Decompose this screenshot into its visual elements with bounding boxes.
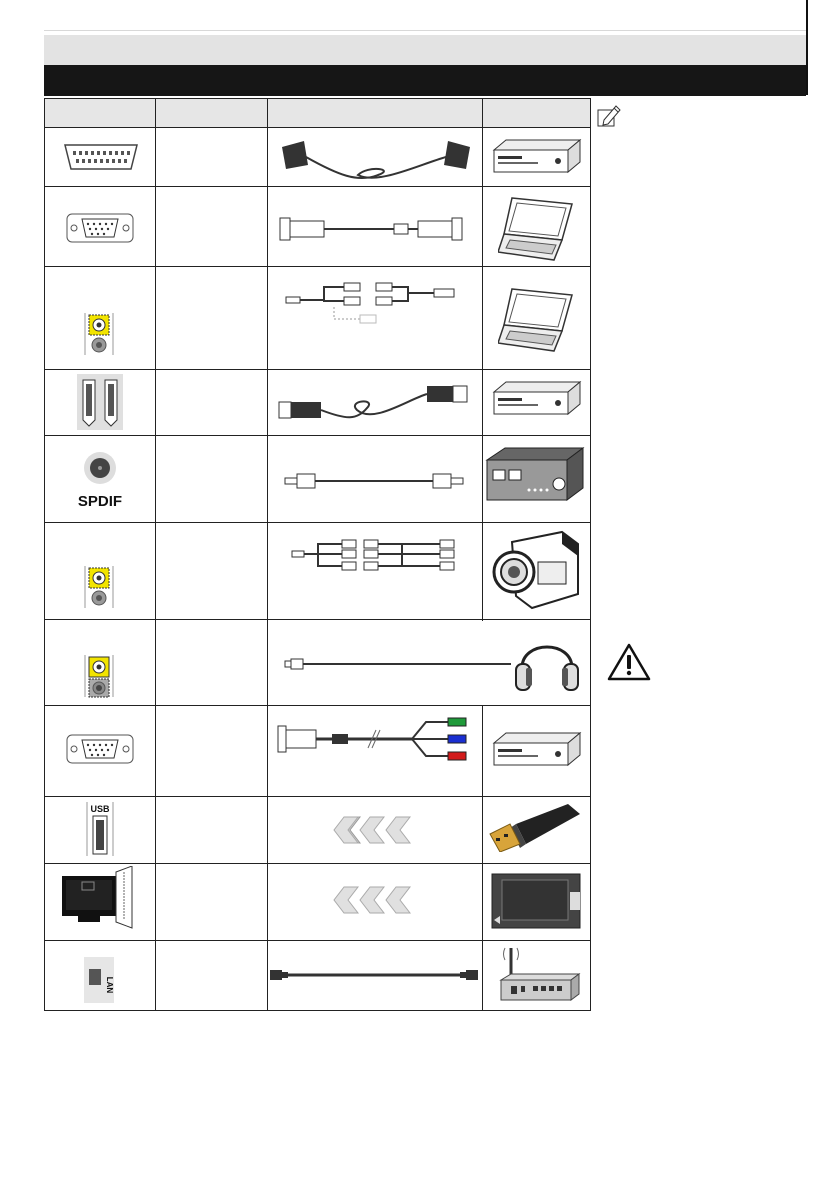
vga-cable-icon <box>276 212 466 246</box>
dvd-recorder-icon <box>492 138 582 174</box>
av-cable-icon <box>290 538 462 572</box>
usb-stick-icon <box>486 800 582 852</box>
amplifier-icon <box>485 446 585 502</box>
page-corner-mark <box>806 0 808 95</box>
usb-port-icon <box>86 800 114 858</box>
component-cable-icon <box>276 714 472 764</box>
row-divider <box>45 186 590 187</box>
headphone-cable-icon <box>283 657 513 671</box>
column-divider <box>155 99 156 1010</box>
pencil-note-icon <box>596 102 622 133</box>
insert-arrows-icon <box>330 885 414 915</box>
av-jack-icon <box>84 562 114 610</box>
column-divider <box>482 99 483 621</box>
hdmi-ports-icon <box>77 374 123 430</box>
table-header <box>45 99 590 128</box>
lan-port-icon <box>84 957 114 1003</box>
warning-triangle-icon <box>606 642 652 687</box>
dvd-recorder-icon <box>492 380 582 416</box>
laptop-icon <box>498 196 574 262</box>
top-rule <box>44 30 806 31</box>
pc-audio-cable-icon <box>284 277 468 327</box>
row-divider <box>45 369 590 370</box>
spdif-port-icon <box>72 450 128 512</box>
row-divider <box>45 619 590 620</box>
scart-port-icon <box>63 143 139 171</box>
row-divider <box>45 435 590 436</box>
hdmi-cable-icon <box>277 380 471 428</box>
router-icon <box>497 944 581 1004</box>
cam-module-icon <box>490 872 582 930</box>
camcorder-icon <box>492 528 580 612</box>
insert-arrows-icon <box>330 815 414 845</box>
usb-label: USB <box>90 804 110 814</box>
coaxial-cable-icon <box>283 472 465 490</box>
ypbpr-port-icon <box>66 734 134 764</box>
headphone-jack-icon <box>84 651 114 699</box>
pc-audio-jack-icon <box>84 309 114 357</box>
lan-label: LAN <box>105 976 114 994</box>
spdif-label: SPDIF <box>77 493 123 510</box>
row-divider <box>45 705 590 706</box>
ethernet-cable-icon <box>268 967 480 983</box>
vga-port-icon <box>66 213 134 243</box>
row-divider <box>45 863 590 864</box>
column-divider <box>482 705 483 1010</box>
headphones-icon <box>512 634 582 696</box>
section-subheader-band <box>44 65 806 96</box>
row-divider <box>45 266 590 267</box>
row-divider <box>45 940 590 941</box>
ci-slot-icon <box>50 866 136 932</box>
row-divider <box>45 522 590 523</box>
scart-cable-icon <box>278 135 474 185</box>
laptop-icon <box>498 287 574 353</box>
column-divider <box>267 99 268 1010</box>
dvd-recorder-icon <box>492 731 582 767</box>
row-divider <box>45 796 590 797</box>
section-header-band <box>44 35 806 65</box>
